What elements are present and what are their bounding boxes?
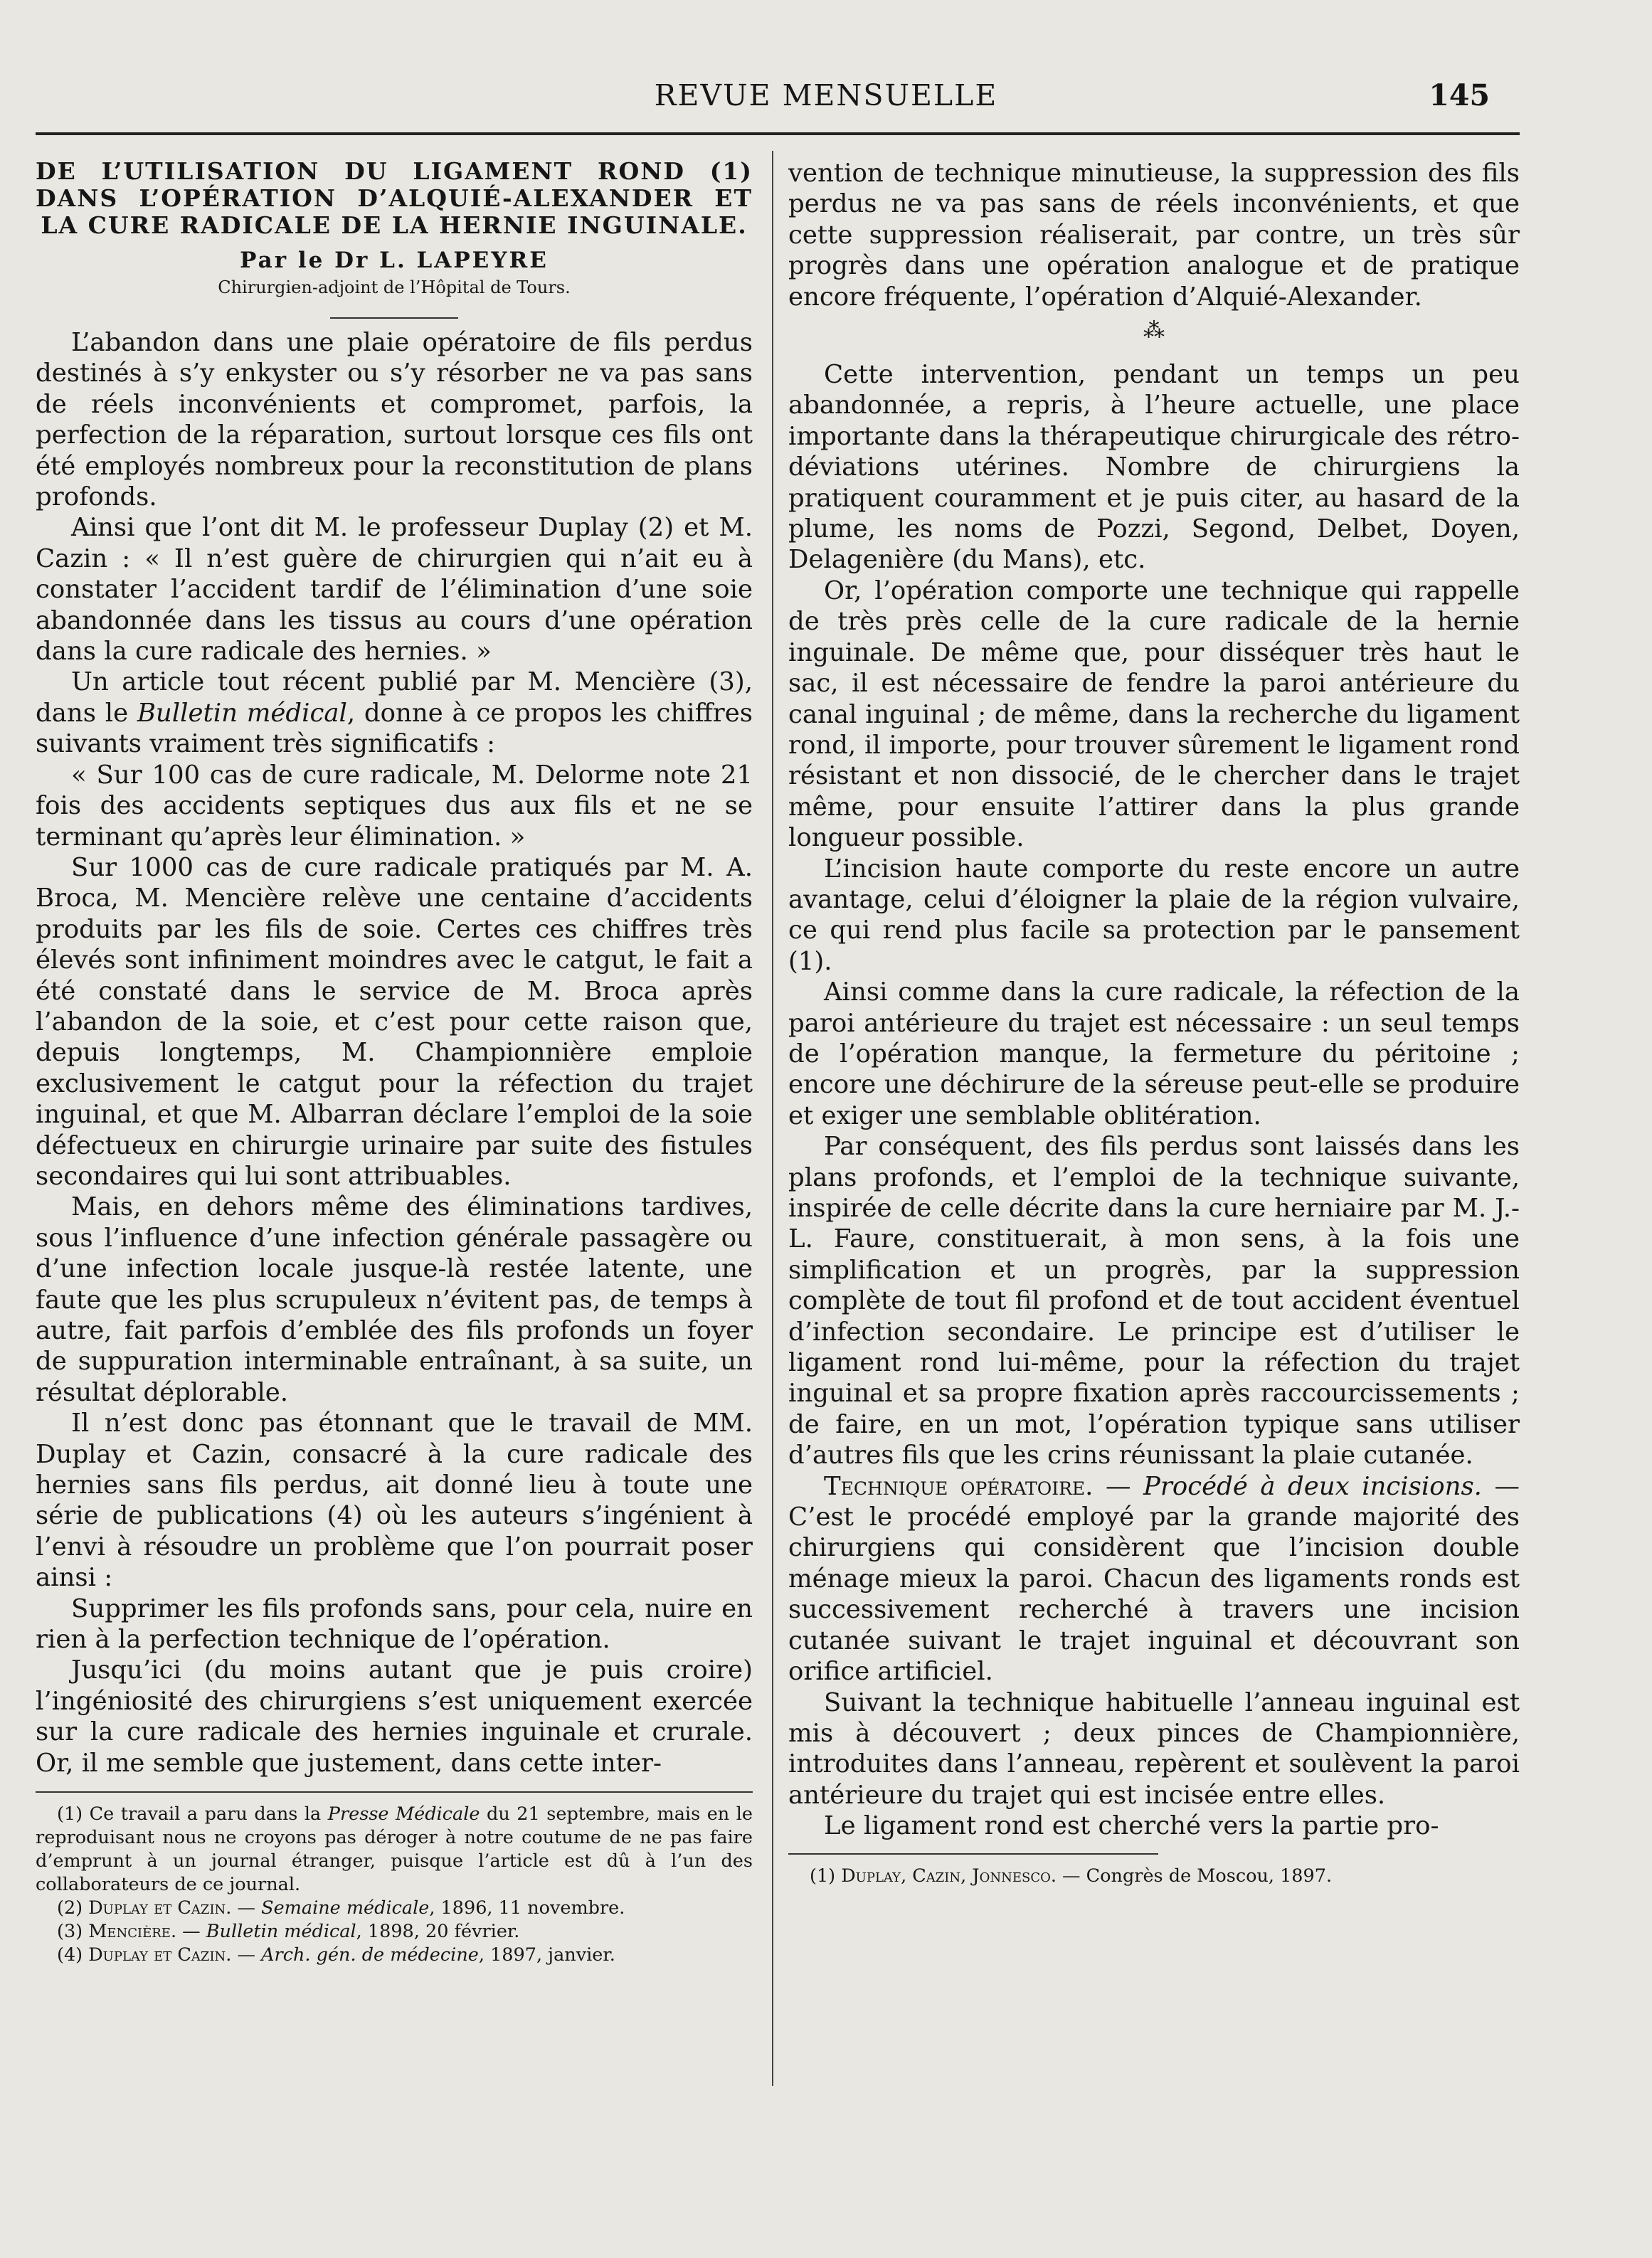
text-run: (4)	[57, 1944, 89, 1966]
journal-name: Presse Médicale	[327, 1803, 480, 1825]
page-number: 145	[1429, 78, 1490, 112]
footnote	[788, 1865, 1520, 1888]
journal-name: Bulletin médical	[206, 1921, 356, 1943]
author-names: Mencière.	[88, 1921, 177, 1943]
section-asterism: ⁂	[1143, 318, 1165, 344]
paragraph: Le ligament rond est cherché vers la partie pro-	[824, 1811, 1439, 1841]
text-run: (3)	[57, 1921, 89, 1943]
paragraph: L’incision haute comporte du reste encore un autre avantage, celui d’éloigner la plaie de la région vulvaire, ce qui rend plus facile sa protection par le pansement (1).	[788, 854, 1520, 976]
paragraph: Par conséquent, des fils perdus sont laissés dans les plans profonds, et l’emploi de la technique suivante, inspirée de celle décrite dans la cure herniaire par M. J.-L. Faure, constituerait, à mon sens, à la fois une simplification et un progrès, par la suppression complète de tout fil profond et de tout accident éventuel d’infection secondaire. Le principe est d’utiliser le ligament rond lui-même, pour la réfection du trajet inguinal et sa propre fixation après raccourcissements ; de faire, en un mot, l’opération typique sans utiliser d’autres fils que les crins réunissant la plaie cutanée.	[788, 1132, 1520, 1470]
running-head	[0, 78, 1652, 121]
header-rule	[36, 132, 1520, 135]
footnote-rule	[788, 1853, 1158, 1855]
paragraph: L’abandon dans une plaie opératoire de fils perdus destinés à s’y enkyster ou s’y résorber ne va pas sans de réels inconvénients et compromet, parfois, la perfection de la réparation, surtout lorsque ces fils ont été employés nombreux pour la reconstitution de plans profonds.	[36, 328, 753, 512]
title-rule	[330, 317, 458, 319]
journal-name: Arch. gén. de médecine	[261, 1944, 479, 1966]
text-run: , 1897, janvier.	[478, 1944, 615, 1966]
footnote	[36, 1897, 753, 1920]
text-run: (2)	[57, 1897, 89, 1919]
text-run: du 21 septembre, mais en le reproduisant nous ne croyons pas déroger à notre coutume de ne pas faire d’emprunt à un journal étranger, puisque l’article est dû à l’un des collaborateurs de ce journal.	[36, 1803, 753, 1896]
author-affiliation: Chirurgien-adjoint de l’Hôpital de Tours.	[218, 277, 571, 297]
text-run: —	[231, 1944, 262, 1966]
running-title: REVUE MENSUELLE	[654, 78, 998, 112]
footnote	[36, 1920, 753, 1944]
paragraph: Ainsi que l’ont dit M. le professeur Duplay (2) et M. Cazin : « Il n’est guère de chirurgien qui n’ait eu à constater l’accident tardif de l’élimination d’une soie abandonnée dans les tissus au cours d’une opération dans la cure radicale des hernies. »	[36, 513, 753, 667]
footnote	[36, 1944, 753, 1967]
paragraph: Or, l’opération comporte une technique qui rappelle de très près celle de la cure radicale de la hernie inguinale. De même que, pour disséquer très haut le sac, il est nécessaire de fendre la paroi antérieure du canal inguinal ; de même, dans la recherche du ligament rond, il importe, pour trouver sûrement le ligament rond résistant et non dissocié, de le chercher dans le trajet même, pour ensuite l’attirer dans la plus grande longueur possible.	[788, 576, 1520, 853]
footnotes	[788, 1865, 1520, 1888]
text-run: , 1896, 11 novembre.	[429, 1897, 625, 1919]
text-run: —	[1093, 1471, 1143, 1501]
article-byline: Par le Dr L. LAPEYRE	[240, 248, 549, 273]
paragraph: Supprimer les fils profonds sans, pour cela, nuire en rien à la perfection technique de l’opération.	[36, 1594, 753, 1655]
text-run: (1) Ce travail a paru dans la	[57, 1803, 328, 1825]
column-divider	[772, 151, 773, 2086]
footnote	[36, 1803, 753, 1897]
paragraph: Suivant la technique habituelle l’anneau inguinal est mis à découvert ; deux pinces de Championnière, introduites dans l’anneau, repèrent et soulèvent la paroi antérieure du trajet qui est incisée entre elles.	[788, 1687, 1520, 1810]
text-run: , 1898, 20 février.	[356, 1921, 520, 1943]
journal-name: Bulletin médical	[137, 698, 347, 728]
journal-name: Semaine médicale	[261, 1897, 430, 1919]
text-run: —	[231, 1897, 262, 1919]
text-run: — Congrès de Moscou, 1897.	[1056, 1865, 1333, 1887]
paragraph: Mais, en dehors même des éliminations tardives, sous l’influence d’une infection générale passagère ou d’une infection locale jusque-là restée latente, une faute que les plus scrupuleux n’évitent pas, de temps à autre, fait parfois d’emblée des fils profonds un foyer de suppuration interminable entraînant, à sa suite, un résultat déplorable.	[36, 1192, 753, 1407]
paragraph	[788, 1471, 1520, 1687]
paragraph: Il n’est donc pas étonnant que le travail de MM. Duplay et Cazin, consacré à la cure radicale des hernies sans fils perdus, ait donné lieu à toute une série de publications (4) où les auteurs s’ingénient à l’envi à résoudre un problème que l’on pourrait poser ainsi :	[36, 1409, 753, 1593]
text-run: (1)	[810, 1865, 842, 1887]
author-names: Duplay et Cazin.	[88, 1897, 232, 1919]
quotation: « Sur 100 cas de cure radicale, M. Delorme note 21 fois des accidents septiques dus aux fils et ne se terminant qu’après leur élimination. »	[36, 760, 753, 852]
paragraph	[36, 667, 753, 759]
footnotes	[36, 1803, 753, 1967]
section-heading: Technique opératoire.	[824, 1471, 1094, 1501]
paragraph: vention de technique minutieuse, la suppression des fils perdus ne va pas sans de réels inconvénients, et que cette suppression réaliserait, par contre, un très sûr progrès dans une opération analogue et de pratique encore fréquente, l’opération d’Alquié-Alexander.	[788, 159, 1520, 312]
text-run: Un article tout récent publié par M. Mencière (3), dans le	[36, 667, 753, 728]
paragraph: Jusqu’ici (du moins autant que je puis croire) l’ingéniosité des chirurgiens s’est uniquement exercée sur la cure radicale des hernies inguinale et crurale. Or, il me semble que justement, dans cette inter-	[36, 1655, 753, 1778]
paragraph: Cette intervention, pendant un temps un peu abandonnée, a repris, à l’heure actuelle, une place importante dans la thérapeutique chirurgicale des rétro-déviations utérines. Nombre de chirurgiens la pratiquent couramment et je puis citer, au hasard de la plume, les noms de Pozzi, Segond, Delbet, Doyen, Delagenière (du Mans), etc.	[788, 360, 1520, 575]
procedure-name: Procédé à deux incisions.	[1143, 1471, 1482, 1501]
left-column	[36, 158, 753, 1967]
author-names: Duplay, Cazin, Jonnesco.	[841, 1865, 1057, 1887]
article-title: DE L’UTILISATION DU LIGAMENT ROND (1) DANS L’OPÉRATION D’ALQUIÉ-ALEXANDER ET LA CURE RADICALE DE LA HERNIE INGUINALE.	[36, 157, 753, 239]
right-column	[788, 158, 1520, 1888]
paragraph: Ainsi comme dans la cure radicale, la réfection de la paroi antérieure du trajet est nécessaire : un seul temps de l’opération manque, la fermeture du péritoine ; encore une déchirure de la séreuse peut-elle se produire et exiger une semblable oblitération.	[788, 977, 1520, 1130]
text-run: , donne à ce propos les chiffres suivants vraiment très significatifs :	[36, 698, 753, 759]
footnote-rule	[36, 1791, 753, 1793]
author-names: Duplay et Cazin.	[88, 1944, 232, 1966]
text-run: —	[176, 1921, 206, 1943]
text-run: — C’est le procédé employé par la grande majorité des chirurgiens qui considèrent que l’incision double ménage mieux la paroi. Chacun des ligaments ronds est successivement recherché à travers une incision cutanée suivant le trajet inguinal et découvrant son orifice artificiel.	[788, 1471, 1520, 1687]
paragraph: Sur 1000 cas de cure radicale pratiqués par M. A. Broca, M. Mencière relève une centaine d’accidents produits par les fils de soie. Certes ces chiffres très élevés sont infiniment moindres avec le catgut, le fait a été constaté dans le service de M. Broca après l’abandon de la soie, et c’est pour cette raison que, depuis longtemps, M. Championnière emploie exclusivement le catgut pour la réfection du trajet inguinal, et que M. Albarran déclare l’emploi de la soie défectueux en chirurgie urinaire par suite des fistules secondaires qui lui sont attribuables.	[36, 852, 753, 1191]
